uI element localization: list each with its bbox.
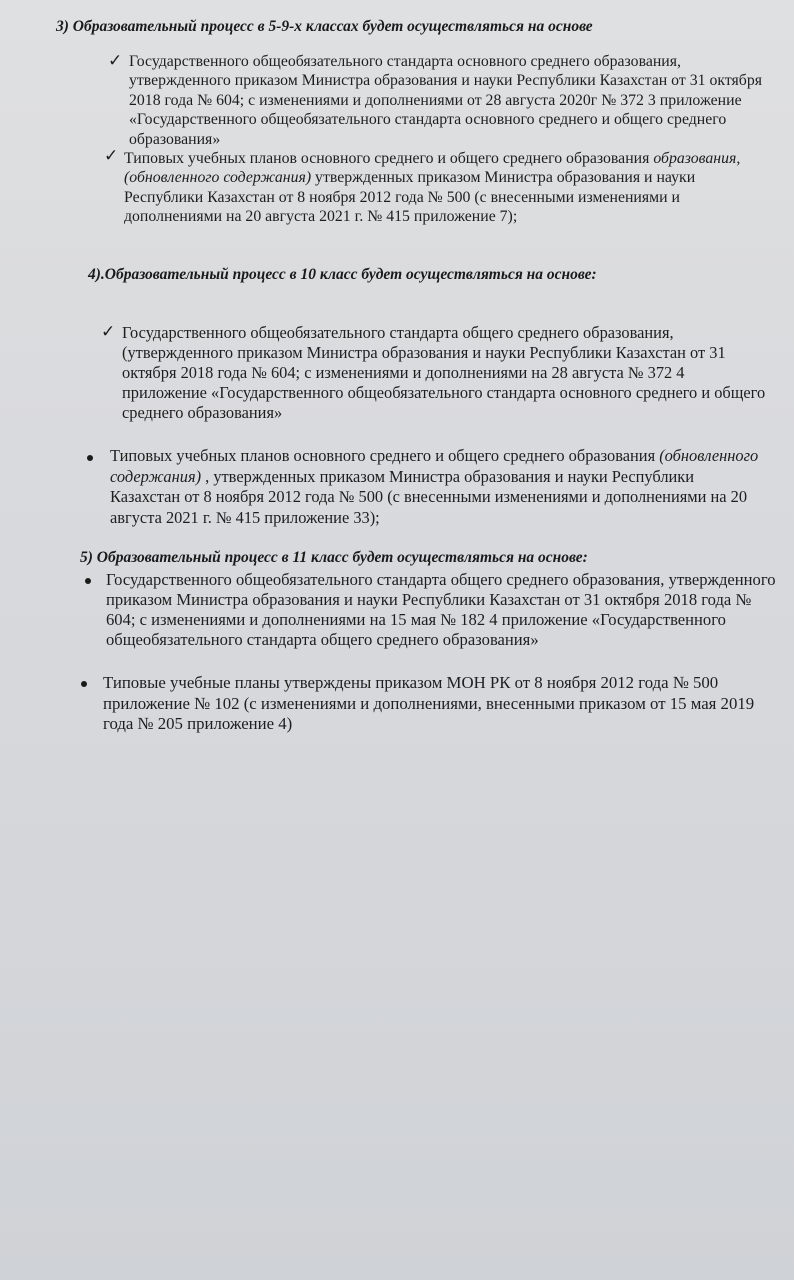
item-text-plain: Типовых учебных планов основного среднего и общего среднего образования — [124, 150, 654, 167]
section-3-item-2 — [124, 149, 744, 227]
item-text-italic: (обновленного содержания) — [110, 446, 759, 486]
section-5-heading: 5) Образовательный процесс в 11 класс будет осуществляться на основе: — [80, 549, 588, 566]
item-text-plain: утвержденных приказом Министра образования и науки Республики Казахстан от 8 ноября 2012 года № 500 (с внесенными изменениями и дополнениями на 20 августа 2021 г. № 415 приложение 7); — [124, 169, 696, 226]
item-text-plain: Типовых учебных планов основного среднего и общего среднего образования — [110, 446, 660, 465]
checkmark-icon: ✓ — [101, 322, 116, 341]
section-4-heading: 4).Образовательный процесс в 10 класс будет осуществляться на основе: — [88, 266, 597, 283]
section-3-heading: 3) Образовательный процесс в 5-9-х классах будет осуществляться на основе — [56, 18, 593, 35]
bullet-icon — [85, 578, 91, 584]
section-5-item-2: Типовые учебные планы утверждены приказом МОН РК от 8 ноября 2012 года № 500 приложение № 102 (с изменениями и дополнениями, внесенными приказом от 15 мая 2019 года № 205 приложение 4) — [103, 673, 755, 733]
checkmark-icon: ✓ — [104, 146, 119, 165]
section-3-item-1: Государственного общеобязательного стандарта основного среднего образования, утвержденного приказом Министра образования и науки Республики Казахстан от 31 октября 2018 года № 604; с изменениями и дополнениями от 28 августа 2020г № 372 3 приложение «Государственного общеобязательного стандарта основного среднего и общего среднего образования» — [129, 53, 762, 148]
bullet-icon — [81, 681, 87, 687]
section-5-item-1: Государственного общеобязательного стандарта общего среднего образования, утвержденного приказом Министра образования и науки Республики Казахстан от 31 октября 2018 года № 604; с изменениями и дополнениями на 15 мая № 182 4 приложение «Государственного общеобязательного стандарта общего среднего образования» — [106, 570, 776, 649]
checkmark-icon: ✓ — [108, 51, 123, 70]
item-text-italic: образования, (обновленного содержания) — [124, 150, 741, 187]
section-4-item-2 — [110, 446, 760, 528]
bullet-icon — [87, 455, 93, 461]
item-text-plain: , утвержденных приказом Министра образования и науки Республики Казахстан от 8 ноября 2012 года № 500 (с внесенными изменениями и дополнениями на 20 августа 2021 г. № 415 приложение 33); — [110, 466, 748, 527]
section-4-item-1: Государственного общеобязательного стандарта общего среднего образования, (утвержденного приказом Министра образования и науки Республики Казахстан от 31 октября 2018 года № 604; с изменениями и дополнениями на 28 августа № 372 4 приложение «Государственного общеобязательного стандарта основного среднего и общего среднего образования» — [122, 323, 766, 422]
